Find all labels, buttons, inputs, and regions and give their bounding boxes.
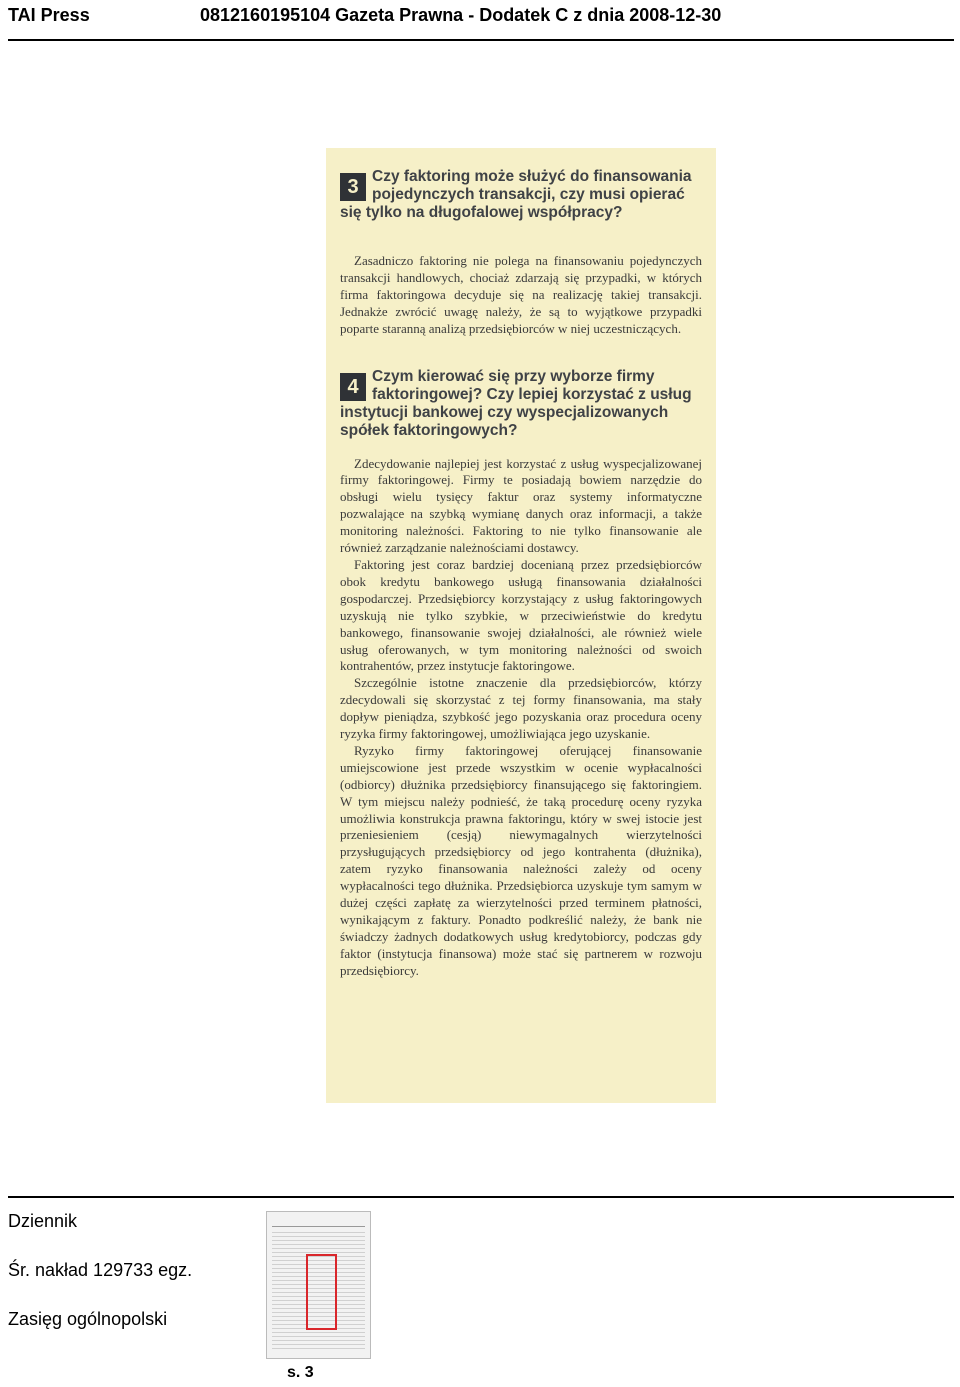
circulation-info: Śr. nakład 129733 egz. (8, 1260, 193, 1280)
question-4 (340, 368, 702, 440)
thumbnail-header (272, 1216, 365, 1227)
document-title: 0812160195104 Gazeta Prawna - Dodatek C z dnia 2008-12-30 (200, 5, 722, 25)
question-3-text: Czy faktoring może służyć do finansowania pojedynczych transakcji, czy musi opierać się tylko na długofalowej współpracy? (340, 168, 692, 221)
question-3 (340, 168, 702, 222)
article-clipping (326, 148, 716, 1103)
answer-4-paragraph-4: Ryzyko firmy faktoringowej oferującej finansowanie umiejscowione jest przede wszystkim w ocenie wypłacalności (odbiorcy) dłużnika przedsiębiorcy finansującego się faktoringiem. W tym miejscu należy podnieść, że taką procedurę oceny ryzyka umożliwia konstrukcja prawna faktoringu, który w swej istocie jest przeniesieniem (cesją) niewymagalnych wierzytelności przysługujących przedsiębiorcy od jego kontrahenta (dłużnika), zatem ryzyko finansowania należności zależy od oceny wypłacalności tego dłużnika. Przedsiębiorca uzyskuje tym samym w dużej części zapłatę za wierzytelności przed terminem płatności, wynikającym z faktury. Ponadto podkreślić należy, że bank nie świadczy żadnych dodatkowych usług kredytobiorcy, podczas gdy faktor (instytucja finansowa) może stać się partnerem w rozwoju przedsiębiorcy. (340, 742, 702, 978)
answer-4-paragraph-3: Szczególnie istotne znaczenie dla przedsiębiorców, którzy zdecydowali się skorzystać z tej formy finansowania, ma stały dopływ pieniądza, szybkość jego pozyskania oraz procedura oceny ryzyka firmy faktoringowej, umożliwiająca jego uzyskanie. (340, 675, 702, 742)
page-thumbnail (266, 1211, 371, 1359)
reach-info: Zasięg ogólnopolski (8, 1309, 168, 1329)
answer-4-paragraph-1: Zdecydowanie najlepiej jest korzystać z usług wyspecjalizowanej firmy faktoringowej. Firmy te posiadają bowiem narzędzie do obsługi wielu tysięcy faktur oraz systemy informatyczne pozwalające na szybką wymianę danych oraz informacji, a także monitoring należności. Faktoring to nie tylko finansowanie ale również zarządzanie należnościami dostawcy. (340, 455, 702, 556)
question-4-text: Czym kierować się przy wyborze firmy faktoringowej? Czy lepiej korzystać z usług instytucji bankowej czy wyspecjalizowanych spółek faktoringowych? (340, 367, 692, 439)
page-number: s. 3 (287, 1364, 314, 1381)
answer-4-paragraph-2: Faktoring jest coraz bardziej docenianą przez przedsiębiorców obok kredytu bankowego usługą finansowania działalności gospodarczej. Przedsiębiorcy korzystający z usług faktoringowych uzyskują nie tylko szybkie, w przeciwieństwie do kredytu bankowego, finansowanie swojej działalności, ale również wiele usług oferowanych, w tym monitoring należności od swoich kontrahentów, przez instytucje faktoringowe. (340, 556, 702, 674)
footer-divider (8, 1196, 954, 1198)
thumbnail-highlight-box (306, 1254, 337, 1330)
question-number-4: 4 (340, 373, 366, 401)
answer-3-paragraph-1: Zasadniczo faktoring nie polega na finansowaniu pojedynczych transakcji handlowych, chociaż zdarzają się przypadki, w których firma faktoringowa decyduje się na realizację takiej transakcji. Jednakże zwrócić uwagę należy, że są to wyjątkowe przypadki poparte staranną analizą przedsiębiorców w niej uczestniczących. (340, 253, 702, 336)
source-label: TAI Press (8, 5, 90, 25)
header-divider (8, 39, 954, 41)
question-number-3: 3 (340, 173, 366, 201)
publication-type: Dziennik (8, 1211, 78, 1231)
